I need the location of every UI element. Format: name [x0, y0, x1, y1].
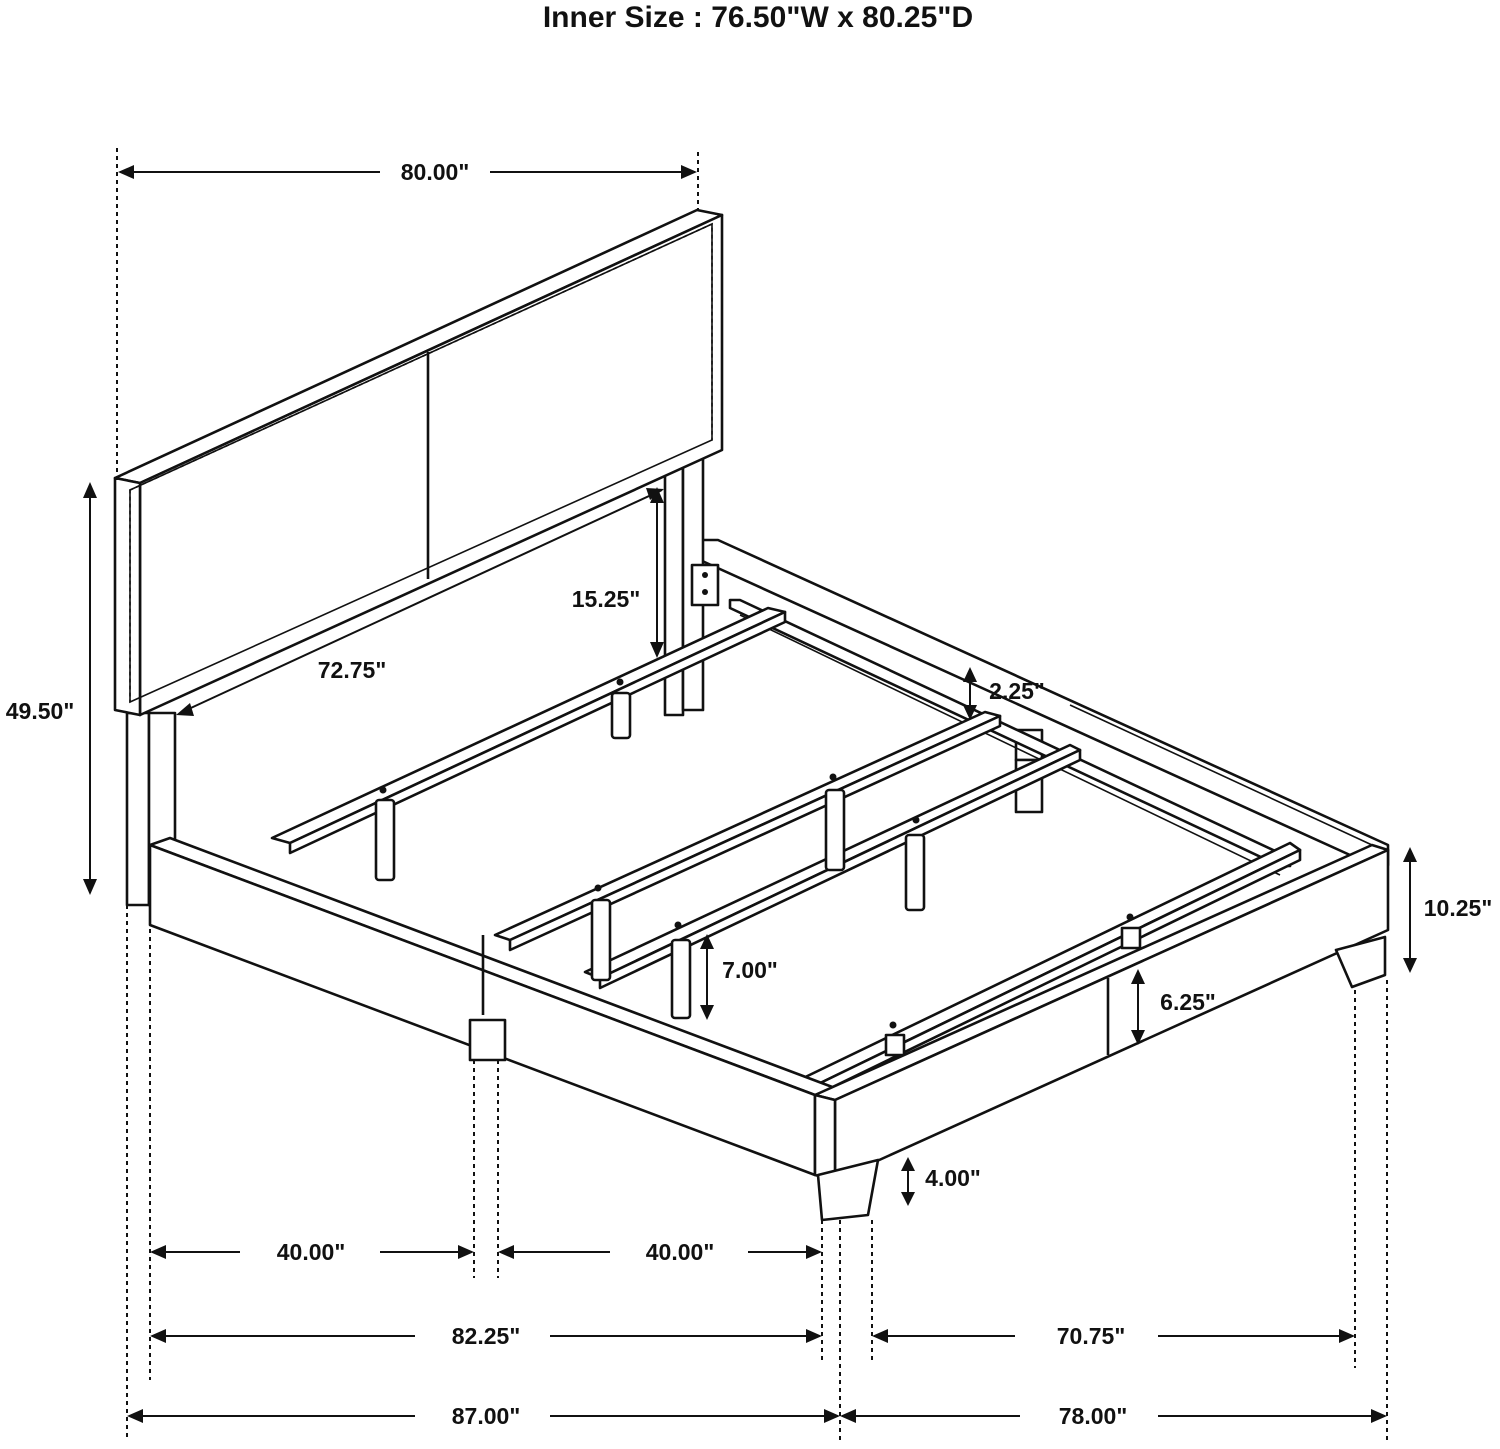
- dim-label-side-rail-length: 82.25": [451, 1323, 521, 1349]
- dim-label-headboard-width: 80.00": [400, 159, 470, 185]
- dim-label-overall-width: 78.00": [1058, 1403, 1128, 1429]
- dim-label-overall-length: 87.00": [451, 1403, 521, 1429]
- dim-label-inner-width-headboard: 72.75": [317, 657, 387, 683]
- dim-label-side-half-right: 40.00": [645, 1239, 715, 1265]
- dim-label-overall-height: 49.50": [5, 698, 75, 724]
- dim-label-rail-height: 6.25": [1160, 989, 1216, 1015]
- dim-label-frame-height: 10.25": [1423, 895, 1493, 921]
- dim-label-center-support-height: 7.00": [722, 957, 778, 983]
- dim-label-side-half-left: 40.00": [276, 1239, 346, 1265]
- dim-label-headboard-clearance: 15.25": [571, 586, 641, 612]
- near-side-rail: [150, 838, 835, 1175]
- center-rail: [730, 600, 1290, 866]
- dim-label-slat-gap: 2.25": [989, 678, 1045, 704]
- headboard: [115, 210, 722, 715]
- bed-frame-drawing: [115, 210, 1388, 1220]
- inner-size-title: Inner Size : 76.50"W x 80.25"D: [542, 1, 974, 34]
- dim-label-foot-inner-width: 70.75": [1056, 1323, 1126, 1349]
- dim-label-leg-height: 4.00": [925, 1165, 981, 1191]
